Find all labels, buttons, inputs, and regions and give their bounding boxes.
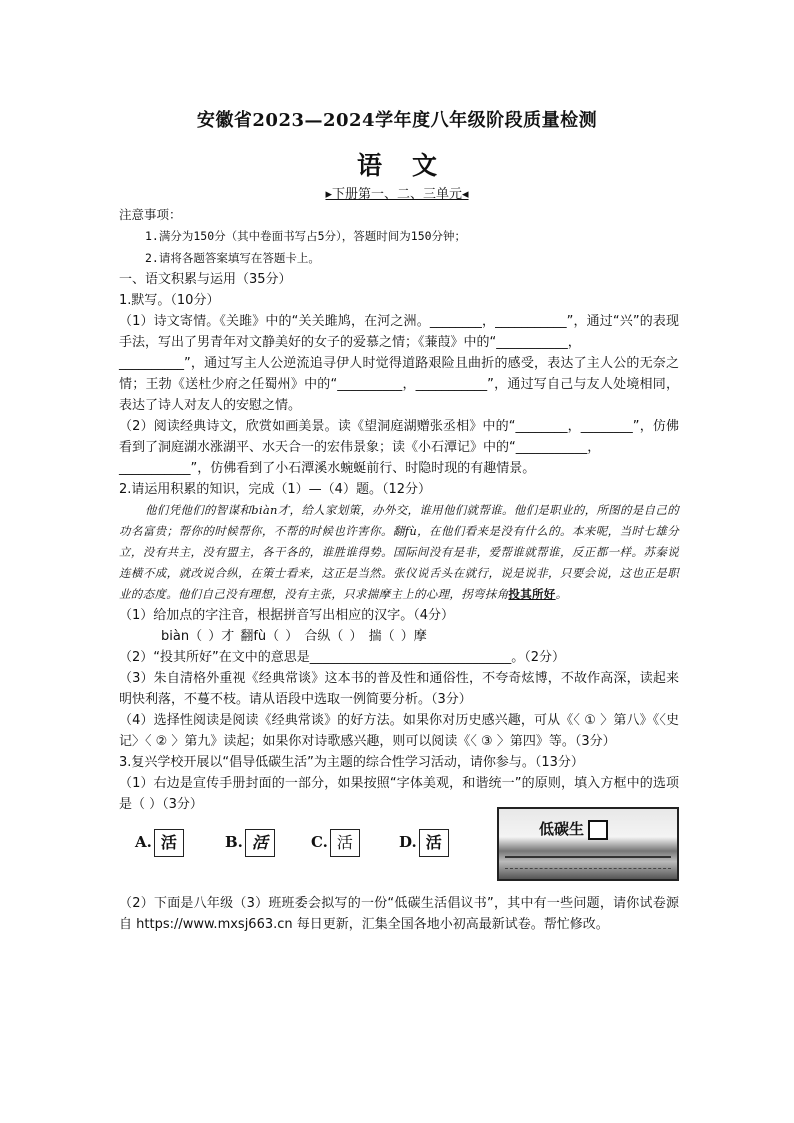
option-d-glyph: 活 <box>419 829 449 857</box>
subject-title: 语文 <box>356 151 467 180</box>
poster-text: 低碳生 <box>539 820 585 838</box>
question-2-sub-3: （3）朱自清格外重视《经典常谈》这本书的普及性和通俗性，不夸奇炫博，不故作高深，读起来明快利落，不蔓不枝。请从语段中选取一例简要分析。（3分） <box>119 671 679 707</box>
poster-image <box>497 807 679 881</box>
poster-landscape <box>505 856 671 869</box>
section-heading: 一、语文积累与运用（35分） <box>119 272 292 287</box>
question-1-heading: 1.默写。（10分） <box>119 293 220 308</box>
question-1-part-2-cont: ___________”，仿佛看到了小石潭溪水蜿蜒前行、时隐时现的有趣情景。 <box>119 461 536 476</box>
note-item-2: 2.请将各题答案填写在答题卡上。 <box>145 251 320 265</box>
question-2-heading: 2.请运用积累的知识，完成（1）—（4）题。（12分） <box>119 482 431 497</box>
font-choice-options <box>119 815 679 893</box>
option-d: D. 活 <box>399 829 449 857</box>
pinyin-answer-row: biàn（ ）才 翻fù（ ） 合纵（ ） 揣（ ）摩 <box>161 629 427 644</box>
exam-content <box>119 204 679 935</box>
option-a-glyph: 活 <box>154 829 184 857</box>
highlighted-phrase: 投其所好 <box>508 587 556 601</box>
question-1-part-1-cont: __________”，通过写主人公逆流追寻伊人时觉得道路艰险且曲折的感受，表达了主人公的无奈之情；王勃《送杜少府之任蜀州》中的“__________，___________”，通过写自己与友人处境相同，表达了诗人对友人的安慰之情。 <box>119 356 679 413</box>
exam-title: 安徽省2023—2024学年度八年级阶段质量检测 <box>196 110 598 131</box>
question-3-heading: 3.复兴学校开展以“倡导低碳生活”为主题的综合性学习活动，请你参与。（13分） <box>119 755 584 770</box>
question-1-part-2: （2）阅读经典诗文，欣赏如画美景。读《望洞庭湖赠张丞相》中的“________，________”，仿佛看到了洞庭湖水涨湖平、水天合一的宏伟景象；读《小石潭记》中的“___________， <box>119 419 679 455</box>
question-2-sub-2: （2）“投其所好”在文中的意思是_______________________________。（2分） <box>119 650 566 665</box>
question-3-sub-1: （1）右边是宣传手册封面的一部分，如果按照“字体美观，和谐统一”的原则，填入方框中的选项是（ ）（3分） <box>119 776 679 812</box>
option-a: A. 活 <box>135 829 184 857</box>
option-c: C. 活 <box>311 829 360 857</box>
option-b-glyph: 活 <box>245 829 275 857</box>
option-c-glyph: 活 <box>330 829 360 857</box>
reading-passage: 他们凭他们的智谋和biàn才，给人家划策，办外交，谁用他们就帮谁。他们是职业的，所图的是自己的功名富贵；帮你的时候帮你，不帮的时候也许害你。翻fù，在他们看来是没有什么的。本来呢，当时七雄分立，没有共主，没有盟主，各干各的，谁胜谁得势。国际间没有是非，爱帮谁就帮谁，反正都一样。苏秦说连横不成，就改说合纵，在策士看来，这正是当然。张仪说舌头在就行，说是说非，只要会说，这也正是职业的态度。他们自己没有理想，没有主张，只求揣摩主上的心理，拐弯抹角投其所好。 <box>119 503 679 601</box>
option-b: B. 活 <box>225 829 275 857</box>
note-item-1: 1.满分为150分（其中卷面书写占5分），答题时间为150分钟； <box>145 229 467 243</box>
question-1-part-1: （1）诗文寄情。《关雎》中的“关关雎鸠，在河之洲。________，___________”，通过“兴”的表现手法，写出了男青年对文静美好的女子的爱慕之情；《蒹葭》中的“___________， <box>119 314 679 350</box>
poster-blank-box <box>588 820 608 840</box>
exam-scope: ▸下册第一、二、三单元◂ <box>325 187 469 202</box>
question-3-sub-2: （2）下面是八年级（3）班班委会拟写的一份“低碳生活倡议书”，其中有一些问题，请你试卷源自 https://www.mxsj663.cn 每日更新，汇集全国各地小初高最新试卷。帮忙修改。 <box>119 896 679 932</box>
question-2-sub-4: （4）选择性阅读是阅读《经典常谈》的好方法。如果你对历史感兴趣，可从《〈 ① 〉第八》《〈史记〉〈 ② 〉第九》读起；如果你对诗歌感兴趣，则可以阅读《〈 ③ 〉第四》等。（3分） <box>119 713 679 749</box>
question-2-sub-1: （1）给加点的字注音，根据拼音写出相应的汉字。（4分） <box>119 608 455 623</box>
notes-heading: 注意事项： <box>119 207 182 222</box>
